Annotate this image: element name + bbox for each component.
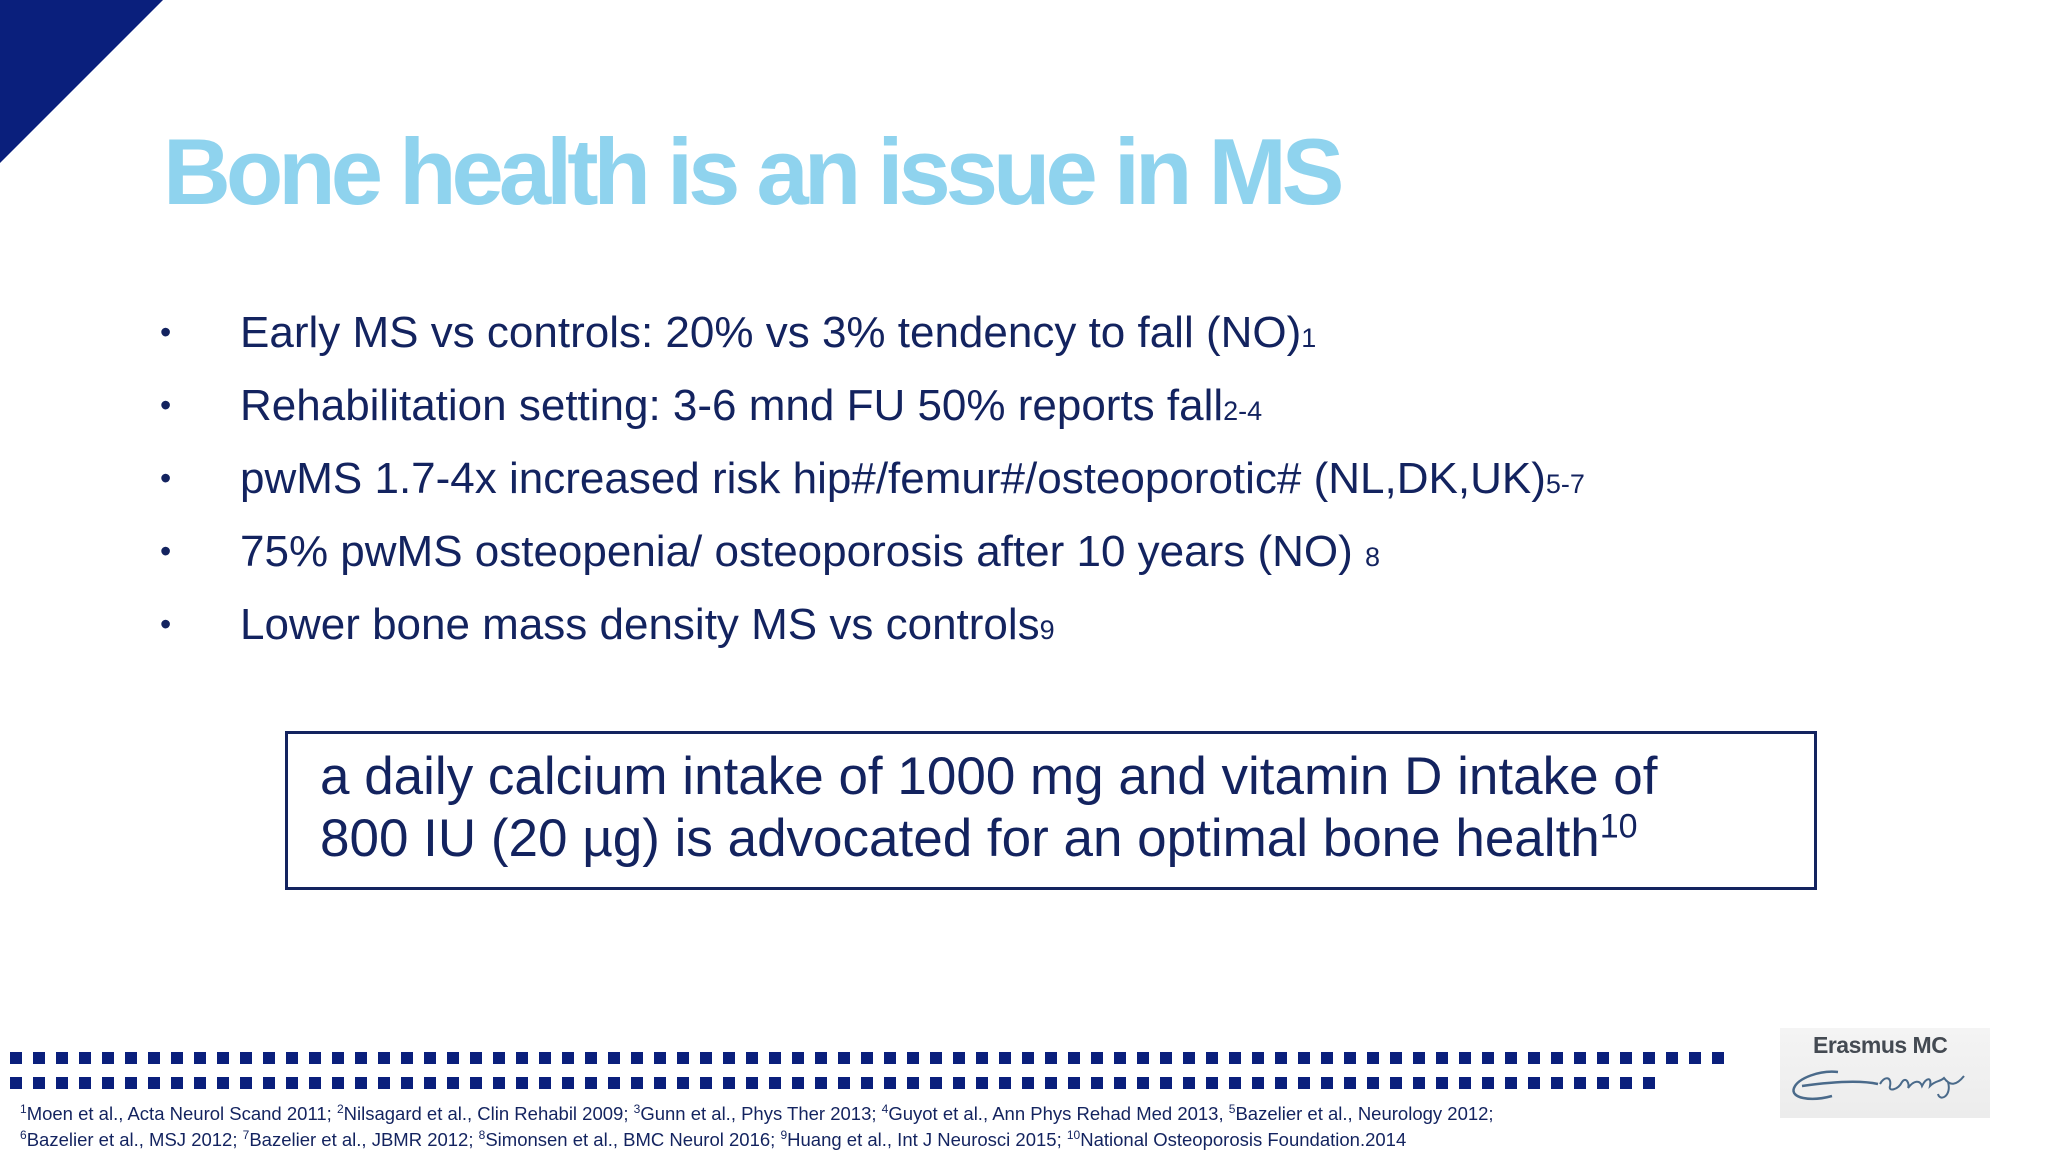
divider-dot	[700, 1052, 712, 1064]
divider-dot	[1298, 1052, 1310, 1064]
ref-text: Huang et al., Int J Neurosci 2015;	[787, 1129, 1067, 1150]
divider-dot	[1689, 1052, 1701, 1064]
divider-dot	[1459, 1052, 1471, 1064]
divider-dot	[424, 1077, 436, 1089]
ref-number: 6	[20, 1127, 27, 1142]
divider-dot	[1206, 1077, 1218, 1089]
divider-dot	[378, 1052, 390, 1064]
divider-dot	[1436, 1052, 1448, 1064]
bullet-item: • pwMS 1.7-4x increased risk hip#/femur#/osteoporotic# (NL,DK,UK) 5-7	[160, 454, 1585, 503]
divider-dot	[608, 1052, 620, 1064]
divider-dot	[309, 1077, 321, 1089]
divider-dot	[1413, 1077, 1425, 1089]
divider-dot	[102, 1077, 114, 1089]
bullet-item: • 75% pwMS osteopenia/ osteoporosis after 10 years (NO) 8	[160, 527, 1381, 576]
divider-dot	[792, 1052, 804, 1064]
divider-dot	[516, 1077, 528, 1089]
divider-dot	[1344, 1052, 1356, 1064]
divider-dot	[1091, 1052, 1103, 1064]
divider-dot	[194, 1077, 206, 1089]
divider-dot	[953, 1077, 965, 1089]
ref-text: National Osteoporosis Foundation.2014	[1080, 1129, 1407, 1150]
divider-dot	[769, 1077, 781, 1089]
divider-dot	[263, 1052, 275, 1064]
slide-title: Bone health is an issue in MS	[163, 119, 1340, 224]
divider-dot	[332, 1052, 344, 1064]
divider-dot	[654, 1052, 666, 1064]
bullet-marker: •	[160, 533, 172, 569]
ref-number: 5	[1228, 1101, 1236, 1116]
divider-dot	[1160, 1077, 1172, 1089]
divider-dot	[1137, 1077, 1149, 1089]
bullet-marker: •	[160, 606, 172, 642]
dotted-divider-top	[10, 1052, 1724, 1064]
references	[20, 1101, 1494, 1153]
divider-dot	[470, 1077, 482, 1089]
divider-dot	[424, 1052, 436, 1064]
divider-dot	[1022, 1052, 1034, 1064]
divider-dot	[33, 1077, 45, 1089]
divider-dot	[1597, 1077, 1609, 1089]
divider-dot	[447, 1077, 459, 1089]
recommendation-line-1: a daily calcium intake of 1000 mg and vitamin D intake of	[320, 747, 1658, 806]
divider-dot	[907, 1052, 919, 1064]
divider-dot	[608, 1077, 620, 1089]
ref-text: Simonsen et al., BMC Neurol 2016;	[485, 1129, 781, 1150]
divider-dot	[1643, 1052, 1655, 1064]
divider-dot	[861, 1077, 873, 1089]
divider-dot	[148, 1052, 160, 1064]
divider-dot	[1275, 1077, 1287, 1089]
recommendation-line-2-text: 800 IU (20 µg) is advocated for an optimal bone health	[320, 809, 1600, 868]
divider-dot	[56, 1077, 68, 1089]
divider-dot	[194, 1052, 206, 1064]
divider-dot	[263, 1077, 275, 1089]
ref-text: Moen et al., Acta Neurol Scand 2011;	[26, 1103, 337, 1124]
bullet-text: 75% pwMS osteopenia/ osteoporosis after 10 years (NO)	[240, 527, 1365, 576]
corner-triangle-decoration	[0, 0, 163, 163]
divider-dot	[930, 1052, 942, 1064]
divider-dot	[332, 1077, 344, 1089]
divider-dot	[1482, 1077, 1494, 1089]
divider-dot	[723, 1052, 735, 1064]
divider-dot	[1390, 1077, 1402, 1089]
divider-dot	[631, 1052, 643, 1064]
divider-dot	[1528, 1077, 1540, 1089]
divider-dot	[1505, 1052, 1517, 1064]
ref-text: Bazelier et al., JBMR 2012;	[249, 1129, 479, 1150]
divider-dot	[309, 1052, 321, 1064]
bullet-text: Early MS vs controls: 20% vs 3% tendency to fall (NO)	[240, 308, 1302, 357]
signature-icon	[1780, 1062, 1990, 1118]
divider-dot	[1229, 1052, 1241, 1064]
bullet-marker: •	[160, 460, 172, 496]
divider-dot	[1597, 1052, 1609, 1064]
divider-dot	[56, 1052, 68, 1064]
divider-dot	[723, 1077, 735, 1089]
divider-dot	[1367, 1077, 1379, 1089]
bullet-item: • Lower bone mass density MS vs controls 9	[160, 600, 1055, 649]
bullet-marker: •	[160, 387, 172, 423]
divider-dot	[10, 1077, 22, 1089]
divider-dot	[1252, 1052, 1264, 1064]
divider-dot	[79, 1077, 91, 1089]
divider-dot	[861, 1052, 873, 1064]
ref-number: 8	[478, 1127, 486, 1142]
ref-text: Gunn et al., Phys Ther 2013;	[640, 1103, 882, 1124]
divider-dot	[1068, 1052, 1080, 1064]
divider-dot	[355, 1052, 367, 1064]
ref-number: 9	[780, 1127, 788, 1142]
divider-dot	[907, 1077, 919, 1089]
divider-dot	[746, 1052, 758, 1064]
divider-dot	[1091, 1077, 1103, 1089]
bullet-marker: •	[160, 314, 172, 350]
ref-number: 3	[633, 1101, 641, 1116]
divider-dot	[1183, 1052, 1195, 1064]
divider-dot	[746, 1077, 758, 1089]
divider-dot	[654, 1077, 666, 1089]
divider-dot	[1505, 1077, 1517, 1089]
divider-dot	[1666, 1052, 1678, 1064]
divider-dot	[1413, 1052, 1425, 1064]
divider-dot	[999, 1052, 1011, 1064]
divider-dot	[815, 1052, 827, 1064]
divider-dot	[1275, 1052, 1287, 1064]
divider-dot	[447, 1052, 459, 1064]
divider-dot	[1620, 1052, 1632, 1064]
divider-dot	[493, 1052, 505, 1064]
divider-dot	[1321, 1052, 1333, 1064]
divider-dot	[240, 1052, 252, 1064]
logo-wordmark: Erasmus MC	[1813, 1032, 1948, 1058]
bullet-text: Rehabilitation setting: 3-6 mnd FU 50% reports fall	[240, 381, 1224, 430]
references-line-2	[20, 1127, 1494, 1153]
ref-text: Nilsagard et al., Clin Rehabil 2009;	[343, 1103, 634, 1124]
divider-dot	[1528, 1052, 1540, 1064]
divider-dot	[1620, 1077, 1632, 1089]
dotted-divider-bottom	[10, 1077, 1655, 1089]
bullet-item: • Early MS vs controls: 20% vs 3% tendency to fall (NO) 1	[160, 308, 1317, 357]
divider-dot	[585, 1052, 597, 1064]
divider-dot	[1321, 1077, 1333, 1089]
divider-dot	[1459, 1077, 1471, 1089]
divider-dot	[1045, 1077, 1057, 1089]
divider-dot	[953, 1052, 965, 1064]
divider-dot	[539, 1052, 551, 1064]
divider-dot	[401, 1077, 413, 1089]
divider-dot	[286, 1077, 298, 1089]
ref-text: Bazelier et al., MSJ 2012;	[26, 1129, 243, 1150]
ref-text: Guyot et al., Ann Phys Rehad Med 2013,	[888, 1103, 1229, 1124]
divider-dot	[700, 1077, 712, 1089]
recommendation-box	[285, 731, 1817, 890]
divider-dot	[125, 1052, 137, 1064]
bullet-text: Lower bone mass density MS vs controls	[240, 600, 1040, 649]
divider-dot	[355, 1077, 367, 1089]
divider-dot	[1574, 1077, 1586, 1089]
divider-dot	[171, 1052, 183, 1064]
divider-dot	[1574, 1052, 1586, 1064]
divider-dot	[815, 1077, 827, 1089]
divider-dot	[1160, 1052, 1172, 1064]
divider-dot	[470, 1052, 482, 1064]
divider-dot	[1344, 1077, 1356, 1089]
divider-dot	[1643, 1077, 1655, 1089]
divider-dot	[1712, 1052, 1724, 1064]
divider-dot	[884, 1052, 896, 1064]
divider-dot	[240, 1077, 252, 1089]
divider-dot	[217, 1077, 229, 1089]
divider-dot	[677, 1052, 689, 1064]
ref-number: 1	[20, 1101, 27, 1116]
divider-dot	[838, 1077, 850, 1089]
divider-dot	[125, 1077, 137, 1089]
divider-dot	[1114, 1052, 1126, 1064]
divider-dot	[769, 1052, 781, 1064]
divider-dot	[1252, 1077, 1264, 1089]
bullet-list	[160, 308, 1585, 673]
references-line-1	[20, 1101, 1494, 1127]
divider-dot	[1390, 1052, 1402, 1064]
divider-dot	[148, 1077, 160, 1089]
divider-dot	[1022, 1077, 1034, 1089]
recommendation-line-2	[320, 808, 1814, 870]
divider-dot	[1114, 1077, 1126, 1089]
divider-dot	[1551, 1052, 1563, 1064]
recommendation-ref: 10	[1599, 807, 1638, 846]
divider-dot	[562, 1052, 574, 1064]
divider-dot	[401, 1052, 413, 1064]
divider-dot	[976, 1077, 988, 1089]
divider-dot	[1183, 1077, 1195, 1089]
divider-dot	[217, 1052, 229, 1064]
divider-dot	[1068, 1077, 1080, 1089]
ref-number: 2	[336, 1101, 344, 1116]
divider-dot	[539, 1077, 551, 1089]
divider-dot	[1045, 1052, 1057, 1064]
divider-dot	[1436, 1077, 1448, 1089]
erasmus-mc-logo	[1780, 1028, 1990, 1118]
divider-dot	[1298, 1077, 1310, 1089]
divider-dot	[1367, 1052, 1379, 1064]
ref-number: 7	[242, 1127, 250, 1142]
divider-dot	[171, 1077, 183, 1089]
divider-dot	[585, 1077, 597, 1089]
divider-dot	[1137, 1052, 1149, 1064]
divider-dot	[677, 1077, 689, 1089]
divider-dot	[516, 1052, 528, 1064]
divider-dot	[378, 1077, 390, 1089]
divider-dot	[33, 1052, 45, 1064]
divider-dot	[1482, 1052, 1494, 1064]
ref-text: Bazelier et al., Neurology 2012;	[1235, 1103, 1494, 1124]
divider-dot	[930, 1077, 942, 1089]
divider-dot	[562, 1077, 574, 1089]
divider-dot	[976, 1052, 988, 1064]
divider-dot	[838, 1052, 850, 1064]
divider-dot	[493, 1077, 505, 1089]
divider-dot	[792, 1077, 804, 1089]
divider-dot	[631, 1077, 643, 1089]
divider-dot	[999, 1077, 1011, 1089]
divider-dot	[10, 1052, 22, 1064]
divider-dot	[79, 1052, 91, 1064]
ref-number: 10	[1066, 1127, 1081, 1142]
divider-dot	[1206, 1052, 1218, 1064]
divider-dot	[1551, 1077, 1563, 1089]
bullet-item: • Rehabilitation setting: 3-6 mnd FU 50% reports fall 2-4	[160, 381, 1263, 430]
divider-dot	[102, 1052, 114, 1064]
divider-dot	[884, 1077, 896, 1089]
bullet-text: pwMS 1.7-4x increased risk hip#/femur#/osteoporotic# (NL,DK,UK)	[240, 454, 1546, 503]
divider-dot	[1229, 1077, 1241, 1089]
ref-number: 4	[881, 1101, 889, 1116]
divider-dot	[286, 1052, 298, 1064]
